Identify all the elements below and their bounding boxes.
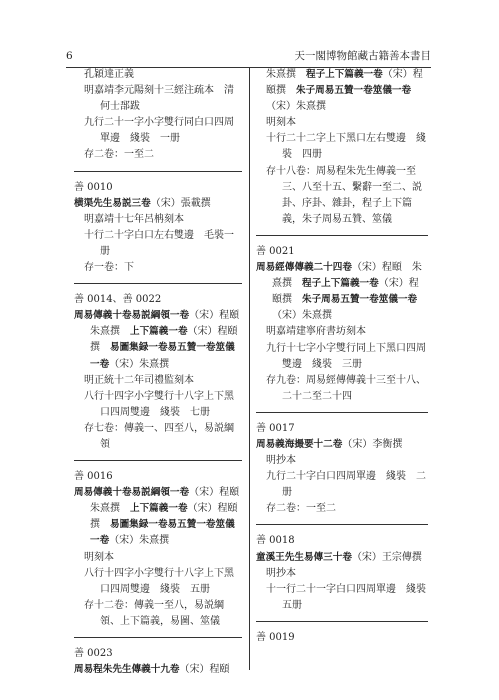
author-note: （宋）程頤撰 bbox=[90, 503, 238, 531]
entry-line: 存九卷：周易經傳傳義十三至十八、二十二至二十四 bbox=[266, 374, 426, 402]
entry-line: 明嘉靖李元陽刻十三經注疏本 清何士郚跋 bbox=[84, 85, 234, 113]
author-note: 朱熹撰 bbox=[266, 69, 306, 80]
entry-number: 善 0010 bbox=[74, 181, 113, 193]
entry-number: 善 0014、善 0022 bbox=[74, 294, 162, 306]
entry-line: 明嘉靖十七年呂柟刻本 bbox=[84, 213, 184, 225]
entry-line: 明抄本 bbox=[266, 567, 296, 579]
continued-entry bbox=[74, 67, 242, 164]
book-title: 易圖集録一卷易五贊一卷筮儀一卷 bbox=[90, 342, 235, 370]
left-column bbox=[74, 67, 250, 678]
entry-line: 存二卷：一至二 bbox=[266, 503, 336, 515]
book-title: 上下篇義一卷 bbox=[130, 326, 188, 338]
entry-number: 善 0018 bbox=[256, 535, 295, 547]
catalog-entry bbox=[256, 622, 428, 646]
entry-line: 明嘉靖建寧府書坊刻本 bbox=[266, 326, 366, 338]
book-title: 朱子周易五贊一卷筮儀一卷 bbox=[296, 85, 412, 97]
entry-title bbox=[74, 662, 242, 678]
author-note: （宋）程頤撰 bbox=[266, 69, 423, 97]
entry-number: 善 0017 bbox=[256, 422, 295, 434]
book-title: 程子上下篇義一卷 bbox=[302, 278, 379, 290]
entry-line: 存十二卷：傳義一至八，易説綱領、上下篇義，易圖、筮儀 bbox=[84, 599, 224, 627]
book-title: 周易義海撮要十二卷 bbox=[256, 438, 343, 450]
page-number: 6 bbox=[66, 50, 73, 62]
book-title: 周易程朱先生傳義十九卷 bbox=[74, 664, 180, 676]
author-note: （宋）朱熹撰 bbox=[266, 101, 326, 113]
author-note: （宋）朱熹撰 bbox=[109, 358, 170, 370]
author-note: （宋）王宗傳撰 bbox=[351, 551, 422, 563]
entry-line: 存一卷：下 bbox=[84, 262, 134, 274]
entry-number: 善 0023 bbox=[74, 648, 113, 659]
entry-line: 存七卷：傳義一、四至八，易説綱領 bbox=[84, 422, 234, 450]
author-note: （宋）朱熹撰 bbox=[109, 535, 170, 547]
entry-title bbox=[74, 196, 242, 212]
entry-line: 明刻本 bbox=[84, 551, 114, 563]
running-title: 天一閣博物館藏古籍善本書目 bbox=[294, 50, 431, 62]
entry-line: 十行二十二字上下黑口左右雙邊 綫裝 四册 bbox=[266, 133, 426, 161]
entry-line: 八行十四字小字雙行十八字上下黑口四周雙邊 綫裝 五册 bbox=[84, 567, 234, 595]
author-note: （宋）程頤 朱熹撰 bbox=[272, 262, 422, 290]
author-note: （宋）程頤 朱熹撰 bbox=[90, 310, 250, 338]
entry-line: 九行二十一字小字雙行同白口四周單邊 綫裝 一册 bbox=[84, 117, 234, 145]
entry-line: 明正統十二年司禮監刻本 bbox=[84, 374, 194, 386]
catalog-entry bbox=[256, 525, 428, 613]
entry-line: 明抄本 bbox=[266, 455, 296, 467]
entry-line: 九行二十字白口四周單邊 綫裝 二册 bbox=[266, 471, 426, 499]
entry-title bbox=[256, 67, 428, 115]
entry-number: 善 0019 bbox=[256, 631, 295, 643]
book-title: 童溪王先生易傳三十卷 bbox=[256, 551, 352, 563]
entry-title bbox=[256, 260, 428, 324]
catalog-entry bbox=[74, 284, 250, 453]
book-title: 周易傳義十卷易説綱領一卷 bbox=[74, 487, 190, 499]
entry-line: 存二卷：一至二 bbox=[84, 149, 154, 161]
book-title: 周易傳義十卷易説綱領一卷 bbox=[74, 310, 190, 322]
entry-line: 存十八卷：周易程朱先生傳義一至三、八至十五、繫辭一至二、説卦、序卦、雜卦，程子上下篇義，朱子周易五贊、筮儀 bbox=[266, 165, 422, 225]
book-title: 程子上下篇義一卷 bbox=[306, 69, 383, 80]
author-note: （宋）朱熹撰 bbox=[272, 310, 332, 322]
catalog-entry bbox=[74, 461, 250, 630]
entry-line: 十一行二十一字白口四周單邊 綫裝五册 bbox=[266, 583, 426, 611]
author-note: （宋）程頤撰 bbox=[272, 278, 419, 306]
entry-number: 善 0021 bbox=[256, 245, 295, 257]
entry-line: 十行二十字白口左右雙邊 毛裝一册 bbox=[84, 229, 234, 257]
book-title: 周易經傳傳義二十四卷 bbox=[256, 262, 352, 274]
author-note: （宋）張載撰 bbox=[150, 197, 211, 209]
book-title: 朱子周易五贊一卷筮儀一卷 bbox=[302, 294, 418, 306]
entry-line: 明刻本 bbox=[266, 117, 296, 129]
author-note: （宋）程頤撰 bbox=[90, 326, 238, 354]
catalog-entry bbox=[74, 172, 242, 277]
entry-line: 孔穎達正義 bbox=[84, 69, 134, 80]
catalog-entry bbox=[256, 413, 428, 518]
book-title: 上下篇義一卷 bbox=[130, 503, 188, 515]
page-header bbox=[66, 48, 431, 64]
book-title: 易圖集録一卷易五贊一卷筮儀一卷 bbox=[90, 519, 235, 547]
author-note: （宋）李衡撰 bbox=[342, 438, 403, 450]
entry-title bbox=[74, 485, 250, 549]
entry-title bbox=[256, 550, 428, 566]
author-note: （宋）程頤 bbox=[179, 664, 230, 676]
entry-title bbox=[74, 308, 250, 372]
entry-line: 九行十七字小字雙行同上下黑口四周雙邊 綫裝 三册 bbox=[266, 342, 426, 370]
entry-number: 善 0016 bbox=[74, 471, 113, 483]
right-column bbox=[256, 67, 428, 646]
continued-entry bbox=[256, 67, 428, 228]
catalog-entry bbox=[256, 236, 428, 405]
column-divider bbox=[249, 67, 250, 670]
catalog-entry bbox=[74, 638, 242, 678]
author-note: （宋）程頤 朱熹撰 bbox=[90, 487, 250, 515]
book-title: 横渠先生易説三卷 bbox=[74, 197, 151, 209]
entry-line: 八行十四字小字雙行十八字上下黑口四周雙邊 綫裝 七册 bbox=[84, 390, 234, 418]
entry-title bbox=[256, 437, 428, 453]
